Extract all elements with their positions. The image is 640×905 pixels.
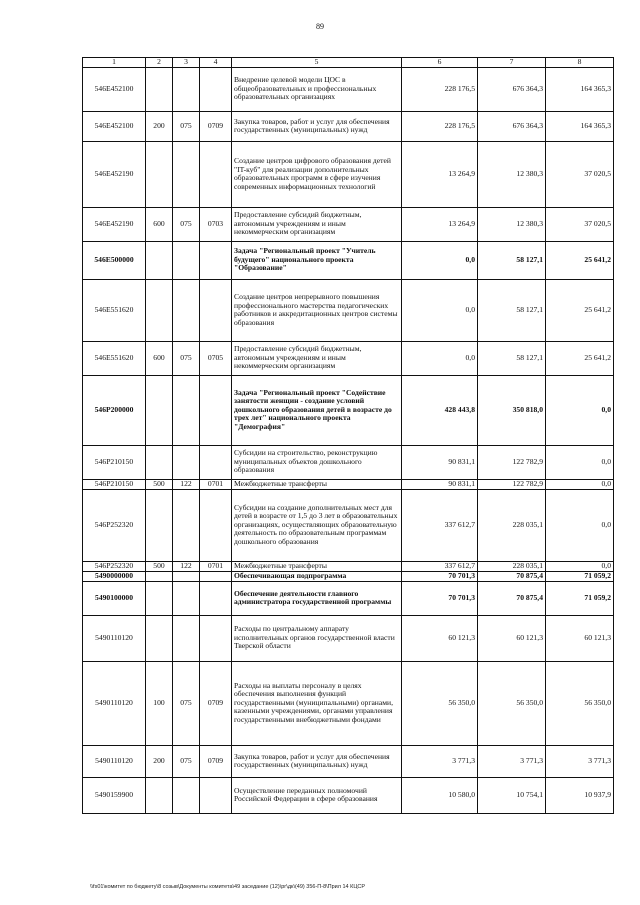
row-value-6: 56 350,0	[402, 661, 478, 745]
row-col-4	[200, 375, 232, 445]
row-code: 546E551620	[83, 341, 146, 375]
row-value-6: 228 176,5	[402, 67, 478, 111]
row-description: Создание центров непрерывного повышения профессионального мастерства педагогических работников и аккредитационных центров системы образования	[232, 279, 402, 341]
row-col-2	[146, 241, 173, 279]
table-row	[83, 241, 614, 279]
table-row	[83, 207, 614, 241]
row-col-4: 0709	[200, 661, 232, 745]
row-col-4: 0709	[200, 111, 232, 141]
row-col-3	[173, 489, 200, 561]
row-col-3: 075	[173, 207, 200, 241]
row-col-3	[173, 67, 200, 111]
row-value-8: 25 641,2	[546, 279, 614, 341]
table-row	[83, 615, 614, 661]
row-code: 546E452190	[83, 141, 146, 207]
row-description: Предоставление субсидий бюджетным, автономным учреждениям и иным некоммерческим организациям	[232, 341, 402, 375]
row-value-8: 37 020,5	[546, 141, 614, 207]
row-col-3	[173, 141, 200, 207]
row-col-3: 075	[173, 661, 200, 745]
row-description: Создание центров цифрового образования детей "IT-куб" для реализации дополнительных образовательных программ в сфере изучения современных информационных технологий	[232, 141, 402, 207]
row-description: Предоставление субсидий бюджетным, автономным учреждениям и иным некоммерческим организациям	[232, 207, 402, 241]
row-value-7: 3 771,3	[478, 745, 546, 777]
row-value-6: 337 612,7	[402, 489, 478, 561]
header-col-1: 1	[83, 58, 146, 68]
footer-file-path: \\fs01\комитет по бюджету\8 созыв\Документы комитета\49 заседание (12)\рг\дк\(49) 356-П-8\Прил 14 КЦСР	[90, 884, 366, 890]
row-col-2	[146, 141, 173, 207]
table-row	[83, 445, 614, 479]
row-value-8: 71 059,2	[546, 571, 614, 581]
row-col-4	[200, 489, 232, 561]
table-row	[83, 341, 614, 375]
row-value-6: 90 831,1	[402, 445, 478, 479]
row-value-6: 0,0	[402, 341, 478, 375]
table-row	[83, 571, 614, 581]
row-code: 546E452100	[83, 111, 146, 141]
row-value-6: 10 580,0	[402, 777, 478, 813]
row-value-6: 0,0	[402, 241, 478, 279]
row-value-8: 0,0	[546, 489, 614, 561]
row-value-7: 58 127,1	[478, 341, 546, 375]
row-value-8: 164 365,3	[546, 111, 614, 141]
row-col-4	[200, 571, 232, 581]
row-value-7: 60 121,3	[478, 615, 546, 661]
row-value-7: 122 782,9	[478, 479, 546, 489]
row-value-8: 0,0	[546, 445, 614, 479]
row-col-4: 0709	[200, 745, 232, 777]
row-description: Расходы на выплаты персоналу в целях обеспечения выполнения функций государственными (муниципальными) органами, казенными учреждениями, органами управления государственными внебюджетными фондами	[232, 661, 402, 745]
row-value-8: 25 641,2	[546, 341, 614, 375]
header-col-5: 5	[232, 58, 402, 68]
row-description: Обеспечение деятельности главного администратора государственной программы	[232, 581, 402, 615]
row-description: Субсидии на строительство, реконструкцию муниципальных объектов дошкольного образования	[232, 445, 402, 479]
row-col-3: 075	[173, 745, 200, 777]
table-row	[83, 375, 614, 445]
row-col-2	[146, 615, 173, 661]
row-col-3	[173, 571, 200, 581]
table-row	[83, 489, 614, 561]
row-code: 546E452100	[83, 67, 146, 111]
row-col-2	[146, 445, 173, 479]
budget-table	[82, 57, 614, 814]
row-value-7: 122 782,9	[478, 445, 546, 479]
row-col-3	[173, 375, 200, 445]
row-col-3: 122	[173, 561, 200, 571]
row-code: 5490000000	[83, 571, 146, 581]
row-value-7: 676 364,3	[478, 67, 546, 111]
row-col-4	[200, 279, 232, 341]
table-row	[83, 279, 614, 341]
row-description: Осуществление переданных полномочий Российской Федерации в сфере образования	[232, 777, 402, 813]
row-value-7: 70 875,4	[478, 581, 546, 615]
row-description: Закупка товаров, работ и услуг для обеспечения государственных (муниципальных) нужд	[232, 745, 402, 777]
row-col-3: 122	[173, 479, 200, 489]
row-value-8: 164 365,3	[546, 67, 614, 111]
header-col-4: 4	[200, 58, 232, 68]
header-col-7: 7	[478, 58, 546, 68]
row-code: 546P252320	[83, 489, 146, 561]
row-description: Задача "Региональный проект "Содействие занятости женщин - создание условий дошкольного образования детей в возрасте до трех лет" национального проекта "Демография"	[232, 375, 402, 445]
row-description: Межбюджетные трансферты	[232, 561, 402, 571]
table-row	[83, 141, 614, 207]
row-code: 546P210150	[83, 445, 146, 479]
row-value-6: 337 612,7	[402, 561, 478, 571]
row-value-8: 0,0	[546, 561, 614, 571]
row-col-3	[173, 581, 200, 615]
table-row	[83, 111, 614, 141]
row-code: 5490110120	[83, 661, 146, 745]
row-col-3	[173, 241, 200, 279]
row-description: Межбюджетные трансферты	[232, 479, 402, 489]
row-col-2: 600	[146, 207, 173, 241]
row-col-4: 0701	[200, 561, 232, 571]
table-row	[83, 777, 614, 813]
table-row	[83, 745, 614, 777]
table-row	[83, 561, 614, 571]
row-code: 546P200000	[83, 375, 146, 445]
row-value-7: 56 350,0	[478, 661, 546, 745]
row-value-6: 70 701,3	[402, 571, 478, 581]
row-col-2: 200	[146, 111, 173, 141]
row-value-6: 90 831,1	[402, 479, 478, 489]
row-col-4	[200, 777, 232, 813]
row-value-7: 10 754,1	[478, 777, 546, 813]
row-col-2	[146, 777, 173, 813]
row-code: 5490110120	[83, 615, 146, 661]
row-description: Задача "Региональный проект "Учитель будущего" национального проекта "Образование"	[232, 241, 402, 279]
row-col-4	[200, 615, 232, 661]
table-row	[83, 67, 614, 111]
header-col-3: 3	[173, 58, 200, 68]
row-value-7: 12 380,3	[478, 207, 546, 241]
row-col-4: 0701	[200, 479, 232, 489]
row-description: Субсидии на создание дополнительных мест для детей в возрасте от 1,5 до 3 лет в образовательных организациях, осуществляющих образовательную деятельность по образовательным программам дошкольного образования	[232, 489, 402, 561]
row-col-3	[173, 777, 200, 813]
row-col-2	[146, 67, 173, 111]
row-col-2	[146, 489, 173, 561]
row-col-2: 200	[146, 745, 173, 777]
row-value-8: 10 937,9	[546, 777, 614, 813]
row-value-6: 60 121,3	[402, 615, 478, 661]
row-code: 5490159900	[83, 777, 146, 813]
table-row	[83, 581, 614, 615]
row-description: Обеспечивающая подпрограмма	[232, 571, 402, 581]
row-col-4	[200, 67, 232, 111]
row-value-8: 60 121,3	[546, 615, 614, 661]
row-code: 546P210150	[83, 479, 146, 489]
page-number: 89	[316, 22, 324, 31]
row-value-7: 228 035,1	[478, 489, 546, 561]
row-value-6: 3 771,3	[402, 745, 478, 777]
row-value-8: 25 641,2	[546, 241, 614, 279]
row-value-8: 0,0	[546, 479, 614, 489]
row-code: 546P252320	[83, 561, 146, 571]
row-col-3: 075	[173, 111, 200, 141]
row-code: 5490110120	[83, 745, 146, 777]
header-col-2: 2	[146, 58, 173, 68]
row-value-7: 70 875,4	[478, 571, 546, 581]
row-col-4: 0705	[200, 341, 232, 375]
row-value-6: 0,0	[402, 279, 478, 341]
row-description: Внедрение целевой модели ЦОС в общеобразовательных и профессиональных образовательных организациях	[232, 67, 402, 111]
header-col-8: 8	[546, 58, 614, 68]
row-col-4	[200, 241, 232, 279]
row-col-2: 500	[146, 479, 173, 489]
row-value-6: 13 264,9	[402, 141, 478, 207]
table-row	[83, 479, 614, 489]
row-value-7: 58 127,1	[478, 241, 546, 279]
row-value-7: 228 035,1	[478, 561, 546, 571]
row-code: 546E500000	[83, 241, 146, 279]
row-col-2: 100	[146, 661, 173, 745]
row-code: 546E551620	[83, 279, 146, 341]
row-col-2: 600	[146, 341, 173, 375]
row-col-2	[146, 571, 173, 581]
row-value-8: 3 771,3	[546, 745, 614, 777]
row-col-3: 075	[173, 341, 200, 375]
row-col-4	[200, 581, 232, 615]
row-value-7: 350 818,0	[478, 375, 546, 445]
row-col-4	[200, 445, 232, 479]
row-col-3	[173, 279, 200, 341]
row-code: 5490100000	[83, 581, 146, 615]
row-value-8: 56 350,0	[546, 661, 614, 745]
row-value-6: 228 176,5	[402, 111, 478, 141]
row-value-7: 676 364,3	[478, 111, 546, 141]
row-col-2	[146, 279, 173, 341]
row-value-6: 70 701,3	[402, 581, 478, 615]
row-col-2	[146, 375, 173, 445]
row-col-3	[173, 615, 200, 661]
row-value-8: 37 020,5	[546, 207, 614, 241]
row-value-7: 58 127,1	[478, 279, 546, 341]
header-row	[83, 58, 614, 68]
row-col-2: 500	[146, 561, 173, 571]
table-row	[83, 661, 614, 745]
header-col-6: 6	[402, 58, 478, 68]
row-value-8: 71 059,2	[546, 581, 614, 615]
row-col-4: 0703	[200, 207, 232, 241]
row-description: Закупка товаров, работ и услуг для обеспечения государственных (муниципальных) нужд	[232, 111, 402, 141]
row-col-4	[200, 141, 232, 207]
row-value-6: 13 264,9	[402, 207, 478, 241]
row-value-6: 428 443,8	[402, 375, 478, 445]
row-value-7: 12 380,3	[478, 141, 546, 207]
row-col-3	[173, 445, 200, 479]
row-description: Расходы по центральному аппарату исполнительных органов государственной власти Тверской области	[232, 615, 402, 661]
row-code: 546E452190	[83, 207, 146, 241]
row-value-8: 0,0	[546, 375, 614, 445]
row-col-2	[146, 581, 173, 615]
